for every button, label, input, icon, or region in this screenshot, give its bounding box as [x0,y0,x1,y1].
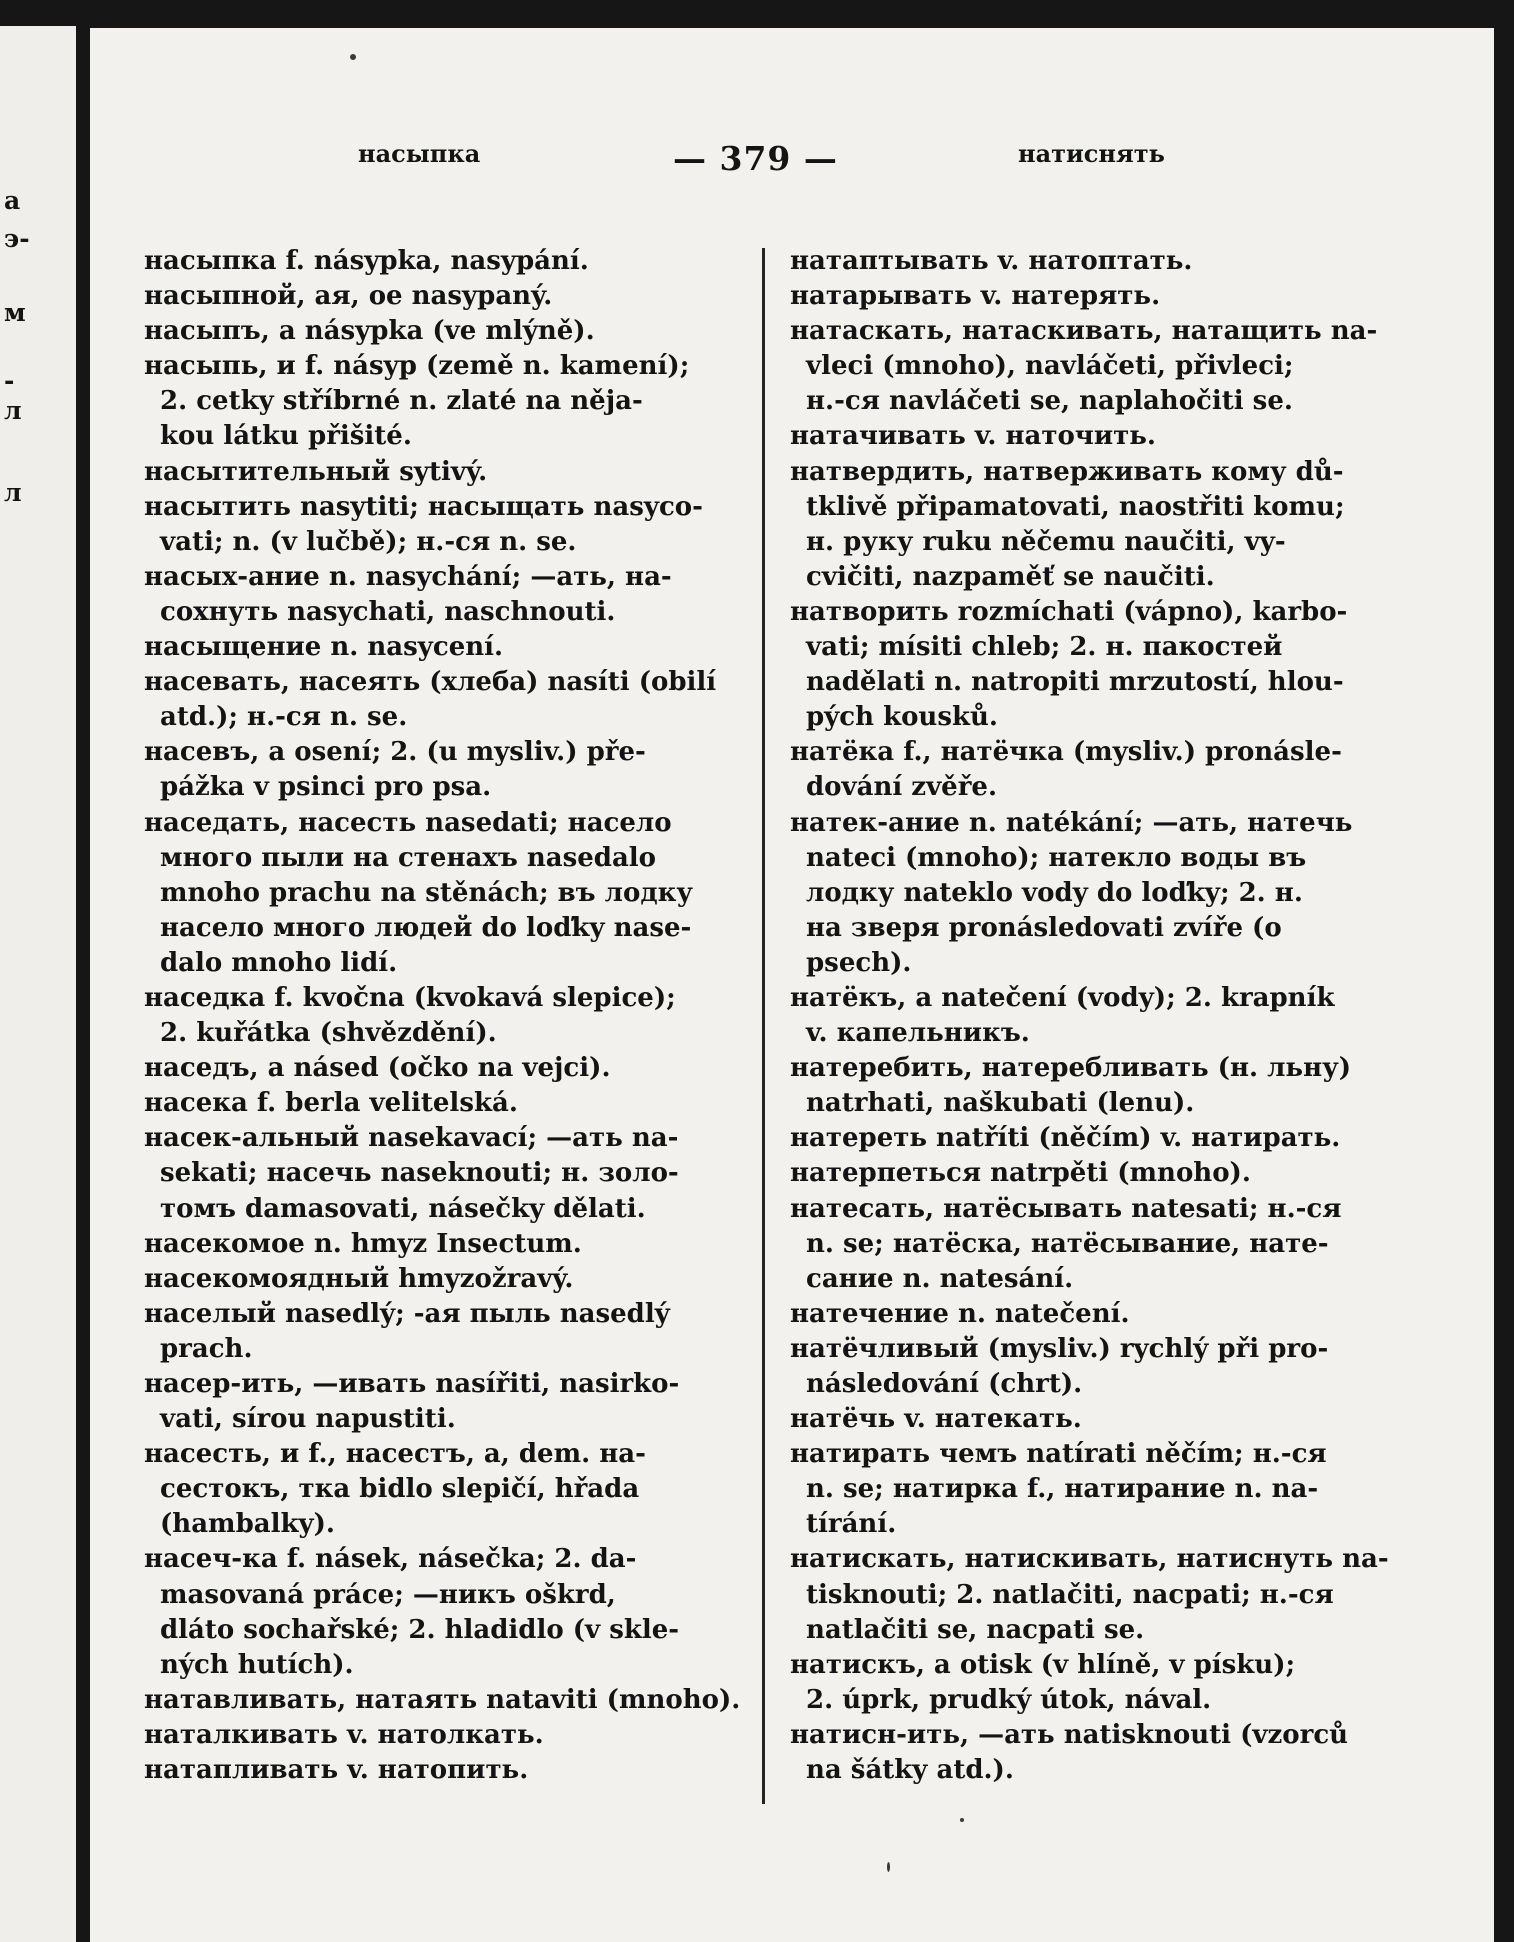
entry-continuation-line: лодку nateklo vody do loďky; 2. н. [806,877,1303,908]
entry-continuation-line: 2. kuřátka (shvězdění). [160,1018,497,1049]
entry-line: натереть natříti (něčím) v. натирать. [790,1123,1341,1154]
entry-continuation-line: dláto sochařské; 2. hladidlo (v skle- [160,1614,680,1645]
entry-line: насер-ить, —ивать nasířiti, nasirko- [144,1369,680,1399]
entry-continuation-line: dování zvěře. [806,772,998,803]
previous-page-fragment: - [4,366,15,395]
entry-continuation-line: н. руку ruku něčemu naučiti, vy- [806,526,1286,557]
entry-continuation-line: vati; n. (v lučbě); н.-ся n. se. [160,526,577,557]
entry-line: натаптывать v. натоптать. [790,246,1193,276]
entry-continuation-line: сание n. natesání. [806,1263,1074,1294]
entry-line: насеч-ка f. násek, násečka; 2. da- [144,1544,637,1575]
ink-speck [350,54,356,60]
entry-continuation-line: sekati; насечь naseknouti; н. золо- [160,1158,679,1189]
entry-line: натарывать v. натерять. [790,281,1161,312]
entry-line: натирать чемъ natírati něčím; н.-ся [790,1439,1327,1470]
previous-page-fragment: м [4,298,26,327]
entry-line: насевъ, а osení; 2. (u mysliv.) pře- [144,737,646,768]
entry-continuation-line: (hambalky). [160,1509,335,1540]
entry-continuation-line: tisknouti; 2. natlačiti, nacpati; н.-ся [806,1579,1334,1610]
ink-speck [960,1818,964,1822]
entry-continuation-line: natrhati, naškubati (lenu). [806,1088,1195,1119]
entry-line: насыпь, и f. násyp (země n. kamení); [144,351,690,382]
previous-page-edge [0,26,76,1942]
entry-line: натвердить, натверживать кому dů- [790,456,1344,487]
entry-line: насытить nasytiti; насыщать nasyco- [144,491,703,522]
entry-line: натёкъ, а natečení (vody); 2. krapník [790,982,1335,1013]
entry-line: натворить rozmíchati (vápno), karbo- [790,596,1348,627]
entry-line: наседка f. kvočna (kvokavá slepice); [144,982,676,1013]
entry-line: насека f. berla velitelská. [144,1088,518,1119]
entry-continuation-line: psech). [806,947,912,978]
entry-line: насекомоядный hmyzožravý. [144,1263,574,1294]
entry-line: натапливать v. натопить. [144,1755,529,1786]
entry-continuation-line: následování (chrt). [806,1369,1083,1399]
entry-continuation-line: masovaná práce; —никъ oškrd, [160,1579,616,1610]
entry-continuation-line: dalo mnoho lidí. [160,947,398,978]
entry-line: наталкивать v. натолкать. [144,1719,544,1750]
entry-continuation-line: tklivě připamatovati, naostřiti komu; [806,491,1345,522]
entry-line: натаскать, натаскивать, натащить na- [790,316,1378,347]
entry-line: насыпъ, а násypka (ve mlýně). [144,316,595,347]
entry-line: наседъ, а násed (očko na vejci). [144,1053,611,1084]
entry-continuation-line: mnoho prachu na stěnách; въ лодку [160,877,694,908]
entry-continuation-line: сестокъ, тка bidlo slepičí, hřada [160,1474,640,1505]
dictionary-page [90,28,1494,1942]
entry-continuation-line: насело много людей do loďky nase- [160,912,692,943]
entry-line: натискать, натискивать, натиснуть na- [790,1544,1389,1575]
entry-continuation-line: n. se; натёска, натёсывание, нате- [806,1228,1329,1259]
entry-continuation-line: много пыли на стенахъ nasedalo [160,842,657,873]
entry-line: насевать, насеять (хлеба) nasíti (obilí [144,667,717,698]
entry-continuation-line: n. se; натирка f., натирание n. na- [806,1474,1319,1505]
entry-line: натёчливый (mysliv.) rychlý při pro- [790,1333,1329,1364]
page-number: — 379 — [673,139,838,178]
entry-line: натёка f., натёчка (mysliv.) pronásle- [790,737,1342,768]
previous-page-fragment: л [4,396,22,425]
entry-continuation-line: томъ damasovati, násečky dělati. [160,1193,646,1224]
entry-continuation-line: 2. cetky stříbrné n. zlaté na něja- [160,386,643,417]
entry-line: населый nasedlý; -ая пыль nasedlý [144,1298,670,1329]
entry-line: натечение n. natečení. [790,1298,1130,1329]
entry-continuation-line: на зверя pronásledovati zvíře (o [806,912,1282,943]
previous-page-fragment: л [4,478,22,507]
entry-continuation-line: pážka v psinci pro psa. [160,772,492,803]
entry-continuation-line: kou látku přišité. [160,421,412,452]
entry-line: насесть, и f., насестъ, а, dem. на- [144,1439,646,1470]
entry-continuation-line: cvičiti, nazpaměť se naučiti. [806,561,1215,592]
entry-line: наседать, насесть nasedati; насело [144,807,672,838]
entry-line: натёчь v. натекать. [790,1404,1082,1435]
previous-page-fragment: а [4,186,21,215]
entry-continuation-line: н.-ся navláčeti se, naplahočiti se. [806,386,1293,417]
left-column [144,244,744,1788]
entry-line: натисн-ить, —ать natisknouti (vzorců [790,1719,1349,1750]
entry-continuation-line: natlačiti se, nacpati se. [806,1614,1145,1645]
entry-continuation-line: na šátky atd.). [806,1755,1014,1786]
header-right-guide-word: натиснять [1018,139,1165,168]
entry-line: насыщение n. nasycení. [144,632,504,663]
entry-line: насытительный sytivý. [144,456,488,487]
entry-continuation-line: prach. [160,1333,253,1364]
entry-line: насек-альный nasekavací; —ать na- [144,1123,679,1154]
entry-continuation-line: pých kousků. [806,702,998,733]
entry-line: насых-ание n. nasychání; —ать, на- [144,561,672,592]
entry-continuation-line: v. капельникъ. [806,1018,1030,1049]
entry-line: натесать, натёсывать natesati; н.-ся [790,1193,1342,1224]
entry-line: натеребить, натеребливать (н. льну) [790,1053,1352,1084]
entry-line: натек-ание n. natékání; —ать, натечь [790,807,1353,838]
right-column [790,244,1390,1788]
entry-continuation-line: сохнуть nasychati, naschnouti. [160,596,616,627]
entry-continuation-line: vati; mísiti chleb; 2. н. пакостей [806,632,1283,663]
entry-line: насыпной, ая, ое nasypaný. [144,281,553,312]
entry-line: насекомое n. hmyz Insectum. [144,1228,582,1259]
entry-continuation-line: 2. úprk, prudký útok, nával. [806,1684,1212,1715]
entry-continuation-line: tírání. [806,1509,897,1540]
header-left-guide-word: насыпка [358,139,481,168]
entry-line: натавливать, натаять nataviti (mnoho). [144,1684,741,1715]
entry-continuation-line: vleci (mnoho), navláčeti, přivleci; [806,351,1294,382]
column-divider [762,248,765,1804]
ink-speck [887,1862,890,1872]
previous-page-fragment: э- [4,224,30,253]
entry-continuation-line: nateci (mnoho); натекло воды въ [806,842,1307,873]
entry-line: натачивать v. наточить. [790,421,1156,452]
entry-continuation-line: atd.); н.-ся n. se. [160,702,408,733]
entry-continuation-line: nadělati n. natropiti mrzutostí, hlou- [806,667,1344,698]
entry-line: натискъ, а otisk (v hlíně, v písku); [790,1649,1296,1680]
entry-continuation-line: vati, sírou napustiti. [160,1404,456,1435]
entry-continuation-line: ných hutích). [160,1649,354,1680]
entry-line: натерпеться natrpěti (mnoho). [790,1158,1251,1189]
entry-line: насыпка f. násypka, nasypání. [144,246,589,276]
